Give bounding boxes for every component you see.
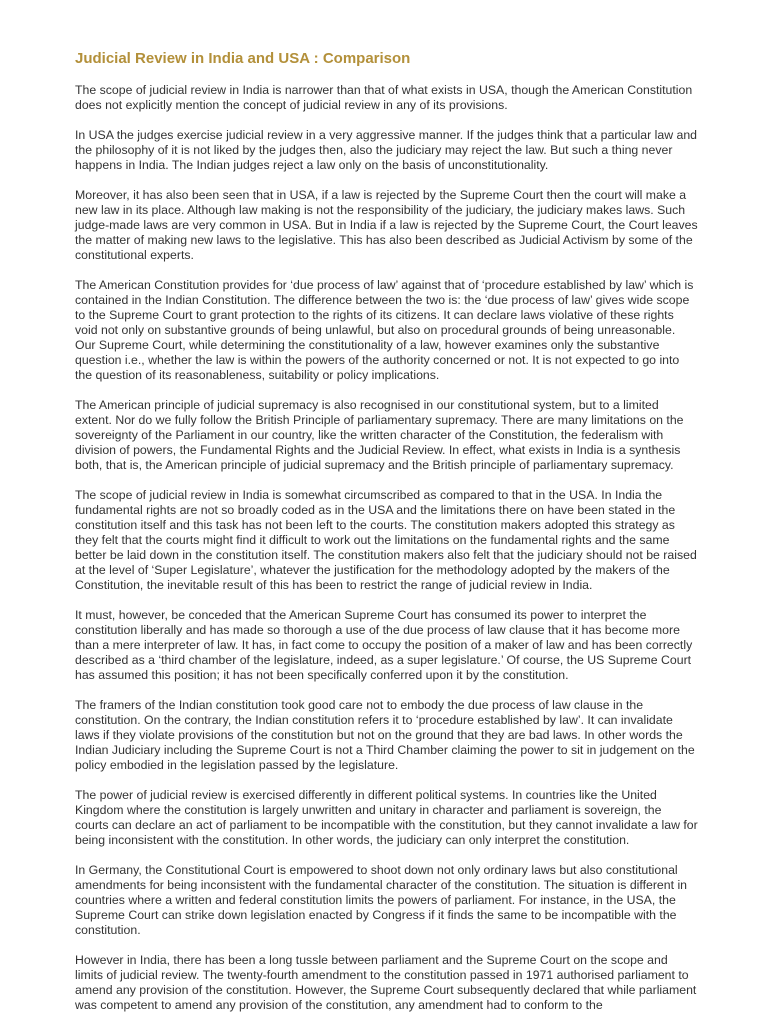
paragraph-11: However in India, there has been a long tussle between parliament and the Supreme Court on the scope and limits of judicial review. The twenty-fourth amendment to the constitution passed in 1971 authorised parliament to amend any provision of the constitution. However, the Supreme Court subsequently declared that while parliament was competent to amend any provision of the constitution, any amendment had to conform to the	[75, 953, 697, 1012]
paragraph-2: In USA the judges exercise judicial review in a very aggressive manner. If the judges think that a particular law and the philosophy of it is not liked by the judges then, also the judiciary may reject the law. But such a thing never happens in India. The Indian judges reject a law only on the basis of unconstitutionality.	[75, 128, 698, 172]
paragraph-6: The scope of judicial review in India is somewhat circumscribed as compared to that in the USA. In India the fundamental rights are not so broadly coded as in the USA and the limitations there on have been stated in the constitution itself and this task has not been left to the courts. The constitution makers adopted this strategy as they felt that the courts might find it difficult to work out the limitations on the fundamental rights and the same better be laid down in the constitution itself. The constitution makers also felt that the judiciary should not be raised at the level of ‘Super Legislature’, whatever the justification for the methodology adopted by the makers of the Constitution, the inevitable result of this has been to restrict the range of judicial review in India.	[75, 488, 697, 592]
paragraph-5: The American principle of judicial supremacy is also recognised in our constitutional system, but to a limited extent. Nor do we fully follow the British Principle of parliamentary supremacy. There are many limitations on the sovereignty of the Parliament in our country, like the written character of the Constitution, the federalism with division of powers, the Fundamental Rights and the Judicial Review. In effect, what exists in India is a synthesis both, that is, the American principle of judicial supremacy and the British principle of parliamentary supremacy.	[75, 398, 684, 472]
page-title: Judicial Review in India and USA : Comparison	[75, 50, 411, 67]
paragraph-1: The scope of judicial review in India is narrower than that of what exists in USA, though the American Constitution does not explicitly mention the concept of judicial review in any of its provisions.	[75, 83, 693, 112]
paragraph-7: It must, however, be conceded that the American Supreme Court has consumed its power to interpret the constitution liberally and has made so thorough a use of the due process of law clause that it has become more than a mere interpreter of law. It has, in fact come to occupy the position of a maker of law and has been correctly described as a ‘third chamber of the legislature, indeed, as a super legislature.’ Of course, the US Supreme Court has assumed this position; it has not been specifically conferred upon it by the constitution.	[75, 608, 693, 682]
paragraph-9: The power of judicial review is exercised differently in different political systems. In countries like the United Kingdom where the constitution is largely unwritten and unitary in character and parliament is sovereign, the courts can declare an act of parliament to be incompatible with the constitution, but they cannot invalidate a law for being inconsistent with the constitution. In other words, the judiciary can only interpret the constitution.	[75, 788, 698, 847]
paragraph-3: Moreover, it has also been seen that in USA, if a law is rejected by the Supreme Court then the court will make a new law in its place. Although law making is not the responsibility of the judiciary, the judiciary makes laws. Such judge-made laws are very common in USA. But in India if a law is rejected by the Supreme Court, the Court leaves the matter of making new laws to the legislative. This has also been described as Judicial Activism by some of the constitutional experts.	[75, 188, 698, 262]
paragraph-4: The American Constitution provides for ‘due process of law’ against that of ‘procedure established by law’ which is contained in the Indian Constitution. The difference between the two is: the ‘due process of law’ gives wide scope to the Supreme Court to grant protection to the rights of its citizens. It can declare laws violative of these rights void not only on substantive grounds of being unlawful, but also on procedural grounds of being unreasonable. Our Supreme Court, while determining the constitutionality of a law, however examines only the substantive question i.e., whether the law is within the powers of the authority concerned or not. It is not expected to go into the question of its reasonableness, suitability or policy implications.	[75, 278, 694, 382]
paragraph-8: The framers of the Indian constitution took good care not to embody the due process of law clause in the constitution. On the contrary, the Indian constitution refers it to ‘procedure established by law’. It can invalidate laws if they violate provisions of the constitution but not on the ground that they are bad laws. In other words the Indian Judiciary including the Supreme Court is not a Third Chamber claiming the power to sit in judgement on the policy embodied in the legislation passed by the legislature.	[75, 698, 695, 772]
paragraph-10: In Germany, the Constitutional Court is empowered to shoot down not only ordinary laws but also constitutional amendments for being inconsistent with the fundamental character of the constitution. The situation is different in countries where a written and federal constitution limits the powers of parliament. For instance, in the USA, the Supreme Court can strike down legislation enacted by Congress if it finds the same to be incompatible with the constitution.	[75, 863, 688, 937]
